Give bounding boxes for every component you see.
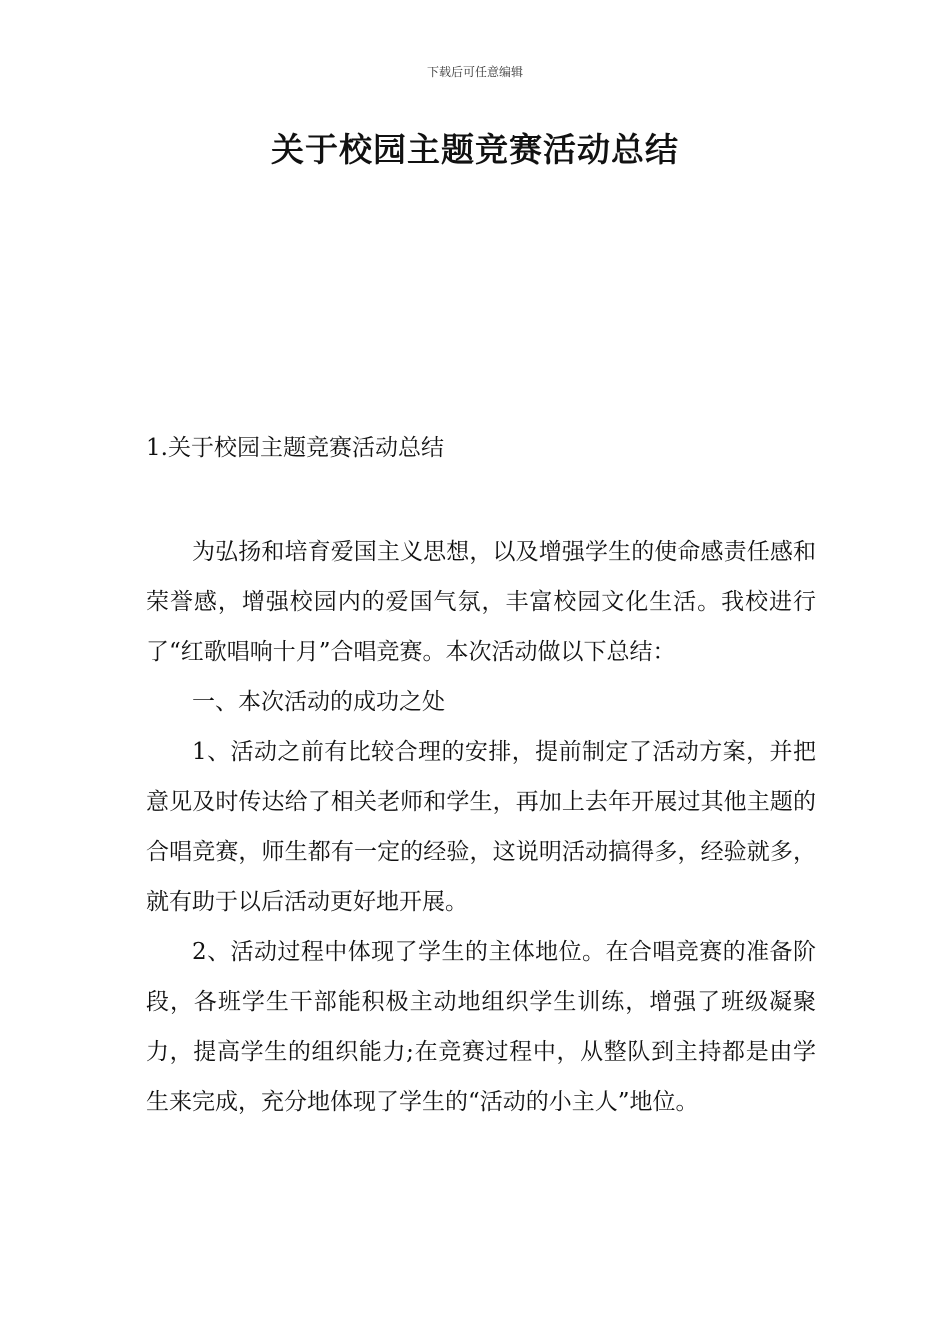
- paragraph-subheading-success: 一、本次活动的成功之处: [192, 689, 445, 715]
- paragraph-intro: 为弘扬和培育爱国主义思想，以及增强学生的使命感责任感和荣誉感，增强校园内的爱国气氛，丰富校园文化生活。我校进行了“红歌唱响十月”合唱竞赛。本次活动做以下总结：: [146, 539, 816, 665]
- paragraph-point-2: 2、活动过程中体现了学生的主体地位。在合唱竞赛的准备阶段，各班学生干部能积极主动地组织学生训练，增强了班级凝聚力，提高学生的组织能力;在竞赛过程中，从整队到主持都是由学生来完成，充分地体现了学生的“活动的小主人”地位。: [146, 939, 816, 1115]
- body-text: [146, 527, 816, 1127]
- document-title: 关于校园主题竞赛活动总结: [271, 130, 679, 169]
- header-note: 下载后可任意编辑: [426, 65, 523, 79]
- section-heading: 1.关于校园主题竞赛活动总结: [146, 435, 444, 461]
- paragraph-point-1: 1、活动之前有比较合理的安排，提前制定了活动方案，并把意见及时传达给了相关老师和学生，再加上去年开展过其他主题的合唱竞赛，师生都有一定的经验，这说明活动搞得多，经验就多，就有助于以后活动更好地开展。: [146, 739, 816, 915]
